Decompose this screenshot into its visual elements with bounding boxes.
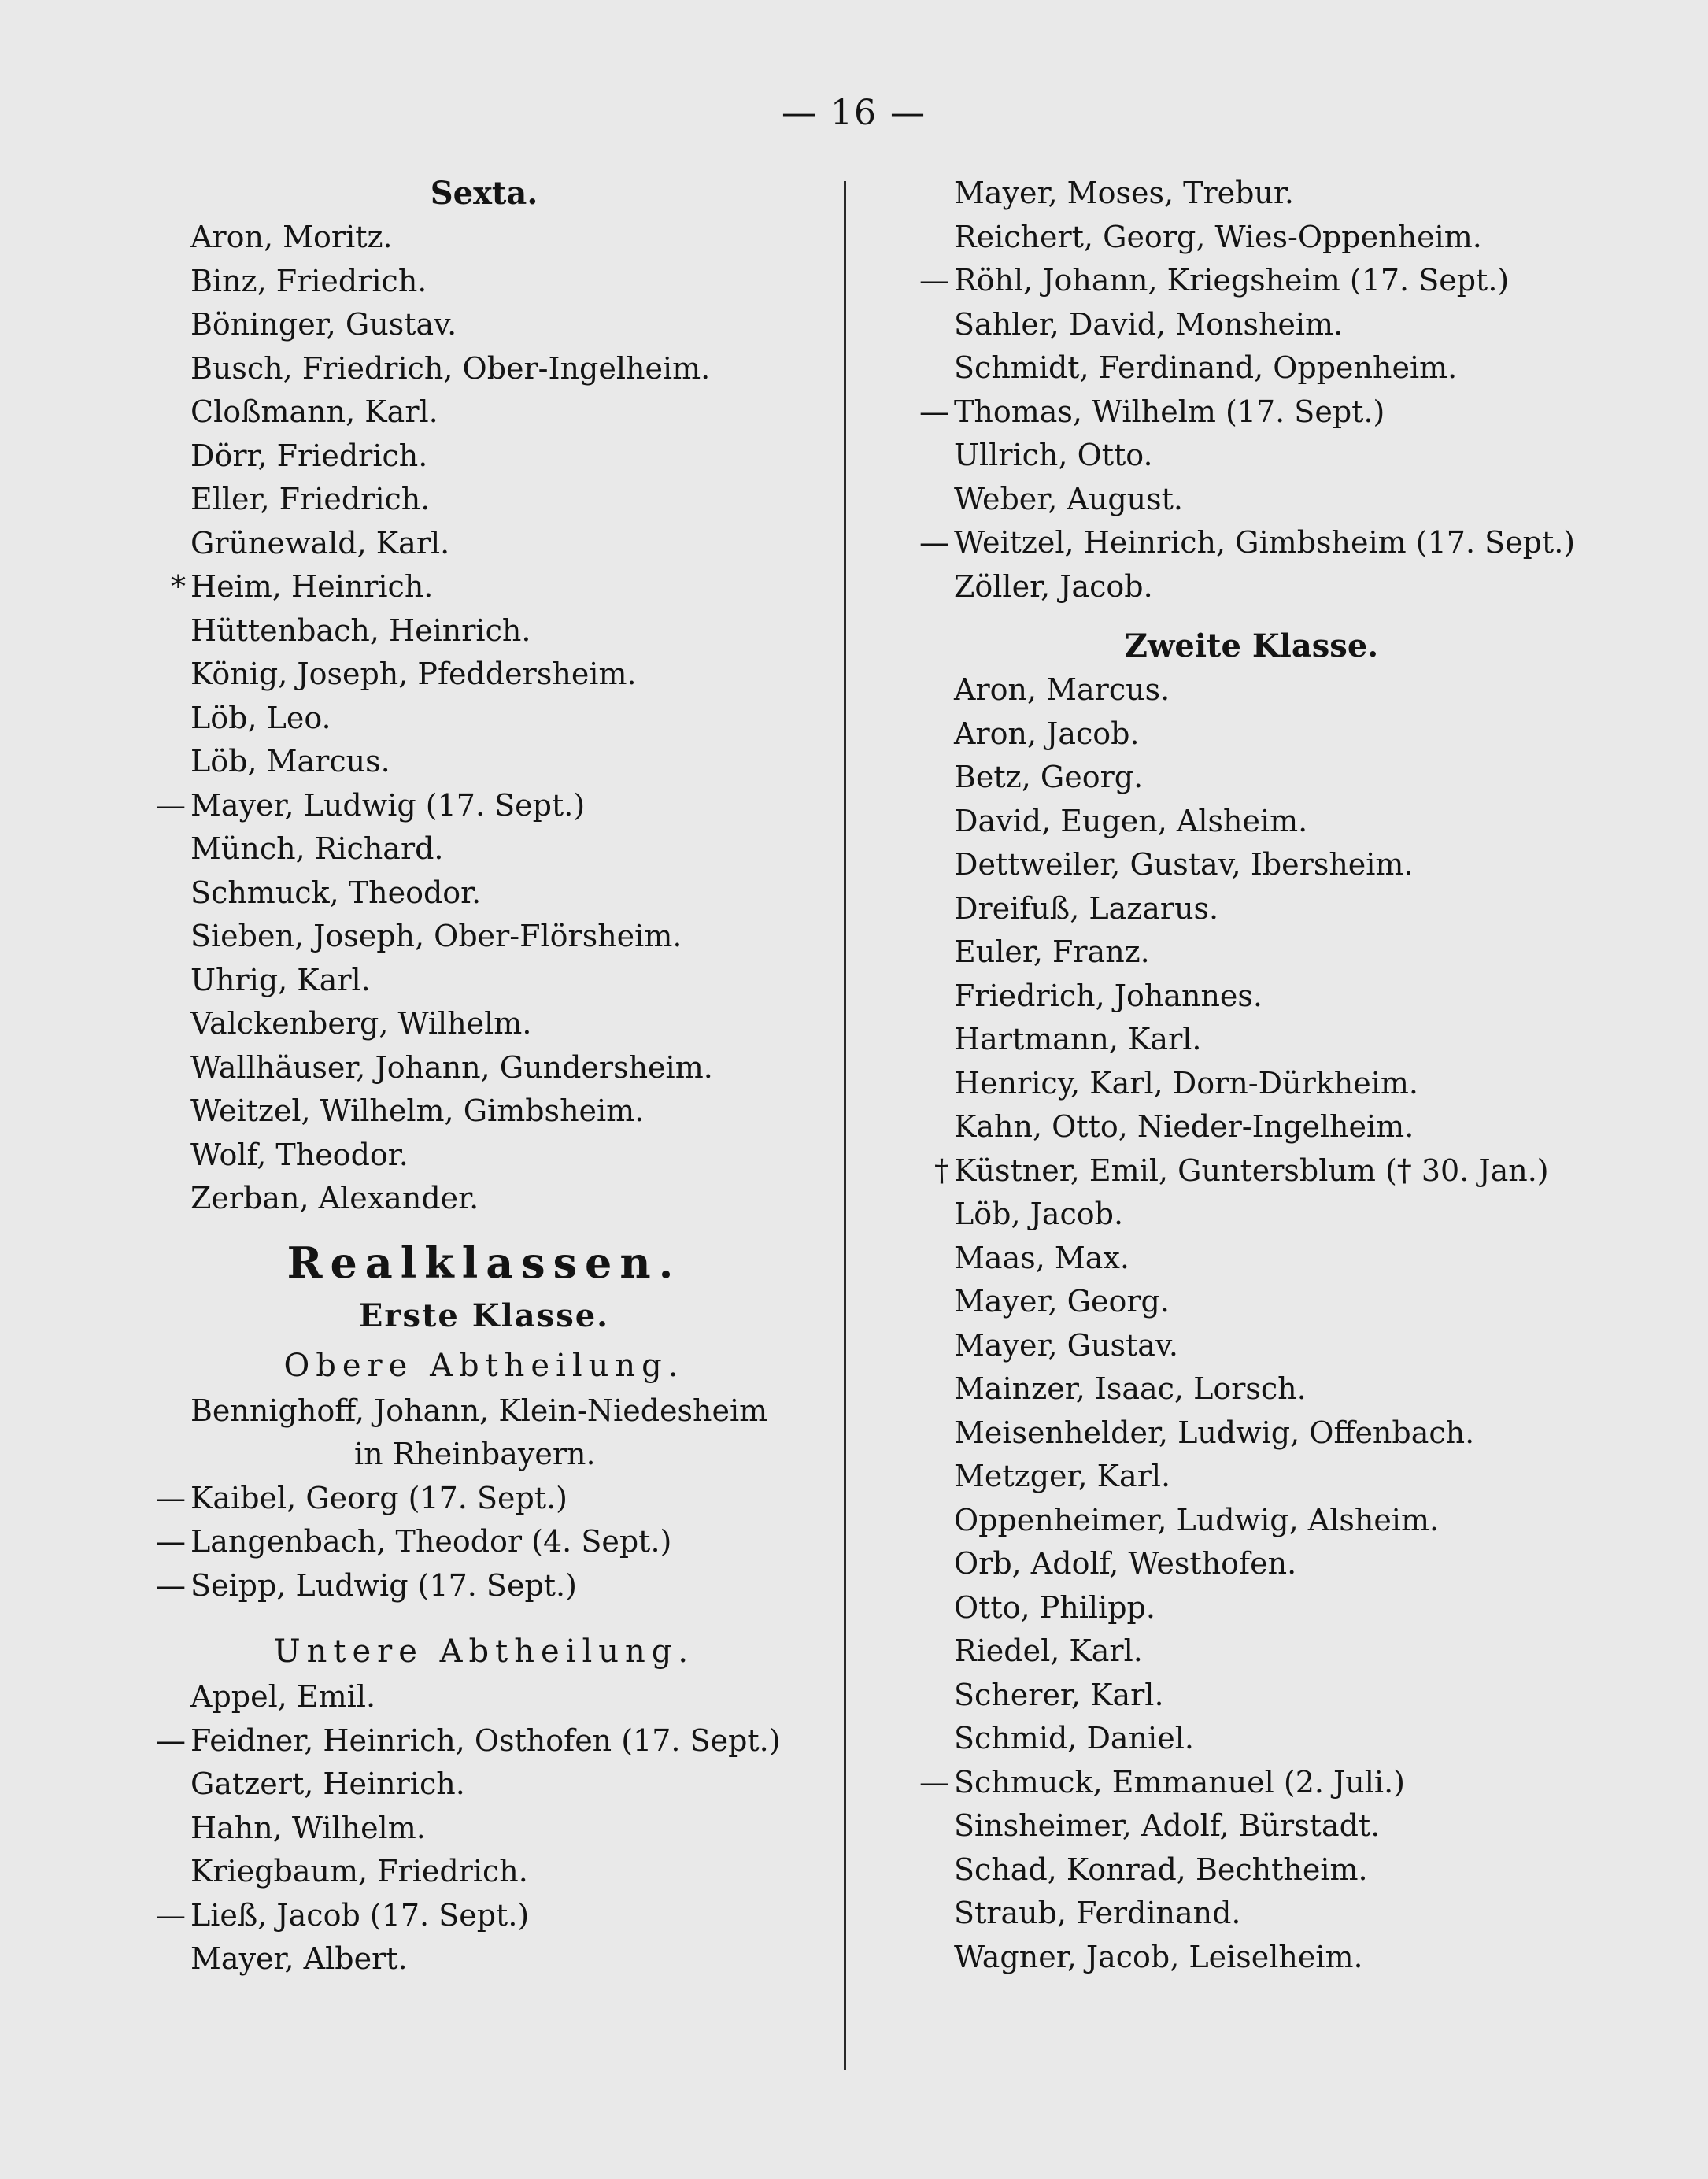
list-item xyxy=(150,347,819,391)
entry-text: Friedrich, Johannes. xyxy=(954,978,1263,1013)
entry-text: Ullrich, Otto. xyxy=(954,438,1153,472)
list-item xyxy=(150,959,819,1003)
list-item xyxy=(150,1477,819,1521)
list-item xyxy=(150,1090,819,1134)
list-item xyxy=(150,522,819,566)
entry-text: Henricy, Karl, Dorn-Dürkheim. xyxy=(954,1065,1418,1101)
list-continued xyxy=(913,172,1590,609)
list-item xyxy=(150,784,819,828)
entry-mark: — xyxy=(919,1764,949,1800)
list-item xyxy=(150,478,819,522)
list-item xyxy=(913,887,1590,931)
entry-mark: — xyxy=(156,1722,186,1758)
list-item xyxy=(150,1564,819,1608)
entry-text: Thomas, Wilhelm (17. Sept.) xyxy=(954,394,1385,429)
list-item xyxy=(913,1193,1590,1237)
list-item xyxy=(150,1719,819,1763)
list-item xyxy=(150,1807,819,1851)
list-item xyxy=(913,478,1590,522)
right-column xyxy=(913,172,1590,1979)
list-obere xyxy=(150,1389,819,1608)
list-item xyxy=(913,390,1590,435)
entry-text: Hartmann, Karl. xyxy=(954,1022,1202,1056)
entry-text: Oppenheimer, Ludwig, Alsheim. xyxy=(954,1502,1440,1537)
entry-text: Feidner, Heinrich, Osthofen (17. Sept.) xyxy=(190,1722,781,1758)
list-item xyxy=(150,260,819,304)
list-item xyxy=(913,1848,1590,1892)
list-item xyxy=(913,1367,1590,1411)
list-item xyxy=(150,871,819,916)
list-item xyxy=(913,216,1590,260)
entry-text: Mayer, Albert. xyxy=(190,1941,408,1976)
entry-text: Scherer, Karl. xyxy=(954,1677,1164,1712)
entry-text: König, Joseph, Pfeddersheim. xyxy=(190,657,637,691)
entry-text: Dreifuß, Lazarus. xyxy=(954,890,1219,926)
entry-text: Weitzel, Heinrich, Gimbsheim (17. Sept.) xyxy=(954,525,1576,560)
entry-text: Riedel, Karl. xyxy=(954,1633,1143,1668)
list-item xyxy=(913,975,1590,1019)
entry-text: Langenbach, Theodor (4. Sept.) xyxy=(190,1524,672,1559)
list-item xyxy=(150,915,819,959)
entry-text: Sieben, Joseph, Ober-Flörsheim. xyxy=(190,919,682,953)
list-item xyxy=(913,756,1590,800)
entry-text: Zerban, Alexander. xyxy=(190,1181,479,1215)
page-number: — 16 — xyxy=(782,93,926,133)
entry-mark: — xyxy=(156,1524,186,1559)
list-item xyxy=(150,390,819,435)
section-title-sexta: Sexta. xyxy=(430,175,538,212)
entry-text: Löb, Marcus. xyxy=(190,744,390,779)
list-item xyxy=(913,712,1590,757)
entry-text: Heim, Heinrich. xyxy=(190,569,434,604)
list-item xyxy=(913,1804,1590,1848)
entry-text: Röhl, Johann, Kriegsheim (17. Sept.) xyxy=(954,263,1510,298)
left-column xyxy=(150,172,819,1981)
list-item xyxy=(913,1062,1590,1106)
list-sexta xyxy=(150,216,819,1221)
list-item xyxy=(150,303,819,347)
entry-text: Dettweiler, Gustav, Ibersheim. xyxy=(954,847,1414,882)
entry-text: Münch, Richard. xyxy=(190,831,444,866)
entry-text: Grünewald, Karl. xyxy=(190,525,450,560)
column-divider xyxy=(844,181,846,2070)
entry-text: Schmuck, Emmanuel (2. Juli.) xyxy=(954,1764,1405,1800)
list-item xyxy=(913,1717,1590,1761)
list-item xyxy=(150,1389,819,1434)
entry-text: Busch, Friedrich, Ober-Ingelheim. xyxy=(190,350,711,386)
entry-mark: — xyxy=(156,1480,186,1515)
list-item xyxy=(150,1046,819,1090)
entry-text: Schad, Konrad, Bechtheim. xyxy=(954,1852,1368,1887)
list-item xyxy=(150,1894,819,1938)
list-item xyxy=(150,1002,819,1046)
entry-text: Mainzer, Isaac, Lorsch. xyxy=(954,1371,1307,1406)
entry-text: Mayer, Georg. xyxy=(954,1284,1170,1319)
entry-text: Böninger, Gustav. xyxy=(190,307,457,342)
list-item xyxy=(913,434,1590,478)
list-item xyxy=(913,1411,1590,1456)
entry-text: Weitzel, Wilhelm, Gimbsheim. xyxy=(190,1093,645,1128)
entry-text: Schmid, Daniel. xyxy=(954,1721,1194,1755)
entry-text: Wallhäuser, Johann, Gundersheim. xyxy=(190,1049,713,1085)
list-item xyxy=(913,1892,1590,1936)
entry-text: in Rheinbayern. xyxy=(354,1437,596,1471)
list-item xyxy=(913,800,1590,844)
entry-text: Weber, August. xyxy=(954,481,1183,516)
entry-text: Meisenhelder, Ludwig, Offenbach. xyxy=(954,1415,1475,1450)
list-item xyxy=(913,1499,1590,1543)
entry-text: Straub, Ferdinand. xyxy=(954,1896,1241,1930)
list-item xyxy=(913,930,1590,975)
list-item xyxy=(913,1586,1590,1630)
list-item xyxy=(150,697,819,741)
entry-text: Schmidt, Ferdinand, Oppenheim. xyxy=(954,350,1458,385)
entry-text: Löb, Leo. xyxy=(190,700,331,735)
entry-text: Löb, Jacob. xyxy=(954,1197,1124,1231)
list-item xyxy=(913,1936,1590,1980)
list-item xyxy=(150,1520,819,1564)
entry-text: Orb, Adolf, Westhofen. xyxy=(954,1546,1297,1581)
section-title-realklassen: Realklassen. xyxy=(287,1237,682,1288)
list-item xyxy=(913,1542,1590,1586)
list-item xyxy=(150,1675,819,1719)
section-title-erste-klasse: Erste Klasse. xyxy=(358,1297,610,1334)
list-item xyxy=(913,1674,1590,1718)
entry-text: Uhrig, Karl. xyxy=(190,962,371,997)
entry-text: Sinsheimer, Adolf, Bürstadt. xyxy=(954,1808,1381,1843)
entry-text: Zöller, Jacob. xyxy=(954,568,1153,604)
entry-text: Eller, Friedrich. xyxy=(190,482,431,516)
list-item xyxy=(150,609,819,653)
list-item xyxy=(150,1763,819,1807)
entry-text: Hahn, Wilhelm. xyxy=(190,1810,426,1845)
entry-mark: — xyxy=(919,263,949,298)
subsection-title-obere: Obere Abtheilung. xyxy=(283,1347,685,1384)
subsection-title-untere: Untere Abtheilung. xyxy=(273,1633,695,1670)
entry-text: Bennighoff, Johann, Klein-Niedesheim xyxy=(190,1393,768,1428)
entry-text: Gatzert, Heinrich. xyxy=(190,1767,465,1801)
list-item xyxy=(913,1761,1590,1805)
list-item xyxy=(150,435,819,479)
entry-text: Betz, Georg. xyxy=(954,760,1144,794)
entry-text: Cloßmann, Karl. xyxy=(190,394,438,429)
section-title-zweite-klasse: Zweite Klasse. xyxy=(1124,627,1379,664)
list-item xyxy=(913,1280,1590,1324)
entry-text: Aron, Marcus. xyxy=(954,672,1170,707)
list-item xyxy=(913,1237,1590,1281)
entry-text: Küstner, Emil, Guntersblum († 30. Jan.) xyxy=(954,1152,1549,1188)
list-item xyxy=(150,740,819,784)
entry-text: Maas, Max. xyxy=(954,1240,1129,1275)
list-item xyxy=(913,303,1590,347)
list-item xyxy=(913,565,1590,609)
list-item xyxy=(913,1455,1590,1499)
list-item xyxy=(913,1630,1590,1674)
list-item xyxy=(913,668,1590,712)
entry-text: Sahler, David, Monsheim. xyxy=(954,306,1344,342)
entry-text: Euler, Franz. xyxy=(954,934,1150,969)
entry-text: Schmuck, Theodor. xyxy=(190,875,482,910)
entry-mark: — xyxy=(156,787,186,823)
list-untere xyxy=(150,1675,819,1981)
list-item xyxy=(150,216,819,260)
list-item xyxy=(150,653,819,697)
list-item xyxy=(913,843,1590,887)
entry-text: Mayer, Gustav. xyxy=(954,1327,1178,1363)
entry-text: Valckenberg, Wilhelm. xyxy=(190,1006,532,1041)
entry-text: Wolf, Theodor. xyxy=(190,1137,409,1172)
entry-text: Otto, Philipp. xyxy=(954,1589,1155,1625)
entry-text: Appel, Emil. xyxy=(190,1679,376,1714)
entry-text: Metzger, Karl. xyxy=(954,1459,1171,1493)
entry-mark: — xyxy=(919,525,949,560)
list-item xyxy=(913,1018,1590,1062)
entry-text: Aron, Moritz. xyxy=(190,220,393,254)
entry-text: Seipp, Ludwig (17. Sept.) xyxy=(190,1567,577,1603)
list-item xyxy=(150,1937,819,1981)
entry-text: Mayer, Ludwig (17. Sept.) xyxy=(190,787,586,823)
entry-mark: — xyxy=(156,1897,186,1933)
entry-text: Kahn, Otto, Nieder-Ingelheim. xyxy=(954,1109,1414,1144)
entry-text: Kaibel, Georg (17. Sept.) xyxy=(190,1480,567,1515)
list-item xyxy=(913,172,1590,216)
entry-mark: * xyxy=(171,569,186,604)
list-item xyxy=(150,565,819,609)
entry-text: David, Eugen, Alsheim. xyxy=(954,803,1308,838)
list-item xyxy=(150,1134,819,1178)
entry-text: Dörr, Friedrich. xyxy=(190,438,428,473)
list-item xyxy=(913,346,1590,390)
entry-text: Kriegbaum, Friedrich. xyxy=(190,1854,528,1889)
entry-text: Wagner, Jacob, Leiselheim. xyxy=(954,1939,1363,1974)
entry-text: Reichert, Georg, Wies-Oppenheim. xyxy=(954,219,1482,254)
entry-text: Ließ, Jacob (17. Sept.) xyxy=(190,1897,530,1933)
list-item xyxy=(913,1149,1590,1193)
list-item xyxy=(913,521,1590,565)
entry-text: Mayer, Moses, Trebur. xyxy=(954,176,1294,210)
list-item xyxy=(150,1177,819,1221)
list-item xyxy=(913,259,1590,303)
entry-mark: — xyxy=(919,394,949,429)
list-item xyxy=(150,1433,819,1477)
list-item xyxy=(913,1105,1590,1149)
list-zweite xyxy=(913,668,1590,1979)
spacer xyxy=(150,1607,819,1625)
entry-mark: † xyxy=(934,1152,949,1188)
entry-mark: — xyxy=(156,1567,186,1603)
list-item xyxy=(913,1324,1590,1368)
list-item xyxy=(150,1850,819,1894)
entry-text: Aron, Jacob. xyxy=(954,716,1140,751)
list-item xyxy=(150,827,819,871)
entry-text: Hüttenbach, Heinrich. xyxy=(190,612,531,648)
entry-text: Binz, Friedrich. xyxy=(190,263,427,298)
